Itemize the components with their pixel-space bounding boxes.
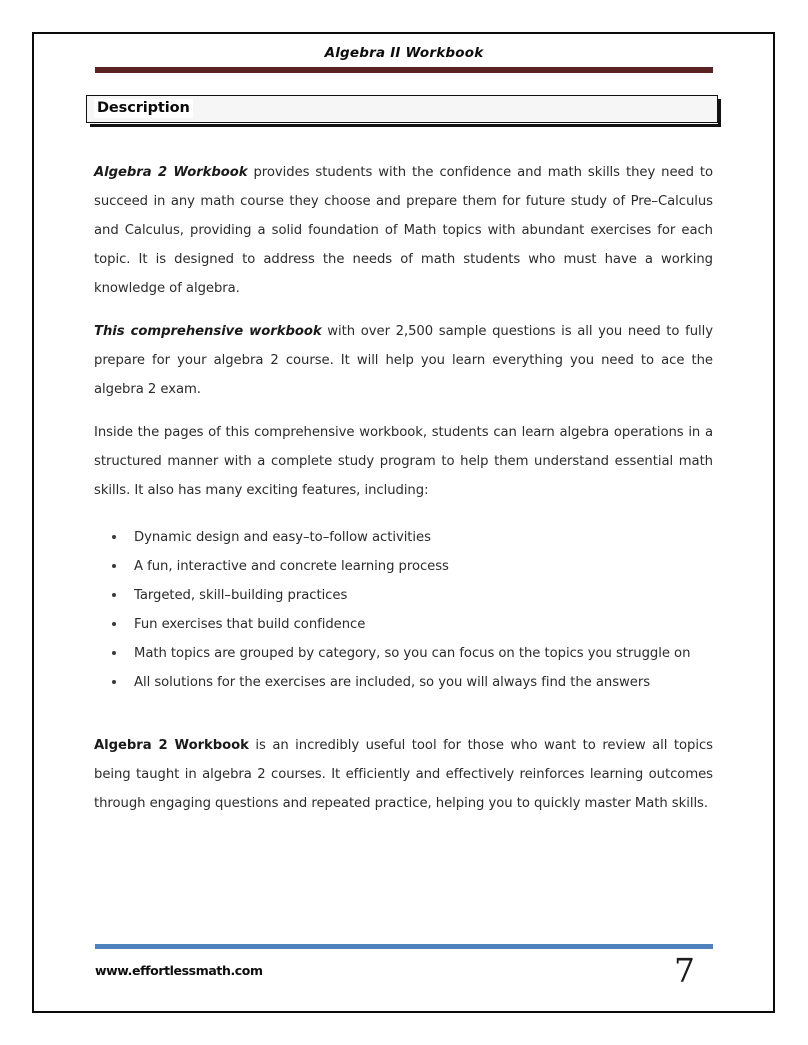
paragraph-2-text: with over 2,500 sample questions is all you need to fully prepare for your algebra 2 course. It will help you learn everything you need to ace the algebra 2 exam. [94,324,713,397]
footer-rule [95,944,713,949]
list-item [94,668,713,697]
paragraph-1 [94,158,713,303]
list-item [94,639,713,668]
spacer-4 [94,697,713,731]
list-item-label: Targeted, skill–building practices [134,588,348,603]
paragraph-2-lead: This comprehensive workbook [94,324,322,339]
paragraph-2 [94,317,713,404]
paragraph-1-text: provides students with the confidence and math skills they need to succeed in any math course they choose and prepare them for future study of Pre–Calculus and Calculus, providing a solid foundation of Math topics with abundant exercises for each topic. It is designed to address the needs of math students who must have a working knowledge of algebra. [94,165,713,296]
bullet-icon [112,651,116,655]
document-body [94,158,713,818]
header-title: Algebra II Workbook [324,45,484,61]
paragraph-3: Inside the pages of this comprehensive workbook, students can learn algebra operations in a structured manner with a complete study program to help them understand essential math skills. It also has many exciting features, including: [94,425,713,498]
list-item [94,523,713,552]
paragraph-4 [94,731,713,818]
section-title-box [86,95,720,125]
bullet-icon [112,593,116,597]
section-title-label: Description [94,99,193,118]
list-item [94,581,713,610]
list-item-label: Fun exercises that build confidence [134,617,366,632]
list-item-label: All solutions for the exercises are included, so you will always find the answers [134,675,651,690]
paragraph-1-lead: Algebra 2 Workbook [94,165,248,180]
footer-row [95,951,713,992]
page-header [95,46,713,73]
list-item [94,552,713,581]
page-footer [95,944,713,992]
list-item-label: Dynamic design and easy–to–follow activities [134,530,431,545]
features-list [94,523,713,697]
section-box-shadow-right [718,99,721,127]
section-box-shadow-bottom [90,124,721,127]
bullet-icon [112,564,116,568]
paragraph-4-lead: Algebra 2 Workbook [94,738,249,753]
spacer-1 [94,303,713,317]
list-item-label: Math topics are grouped by category, so you can focus on the topics you struggle on [134,646,691,661]
bullet-icon [112,622,116,626]
spacer-2 [94,404,713,418]
footer-website-url[interactable]: www.effortlessmath.com [95,963,263,978]
page-number: 7 [674,951,695,990]
list-item [94,610,713,639]
list-item-label: A fun, interactive and concrete learning process [134,559,449,574]
header-rule [95,67,713,73]
spacer-3 [94,505,713,523]
bullet-icon [112,535,116,539]
bullet-icon [112,680,116,684]
paragraph-4-text: is an incredibly useful tool for those who want to review all topics being taught in algebra 2 courses. It efficiently and effectively reinforces learning outcomes through engaging questions and repeated practice, helping you to quickly master Math skills. [94,738,713,811]
